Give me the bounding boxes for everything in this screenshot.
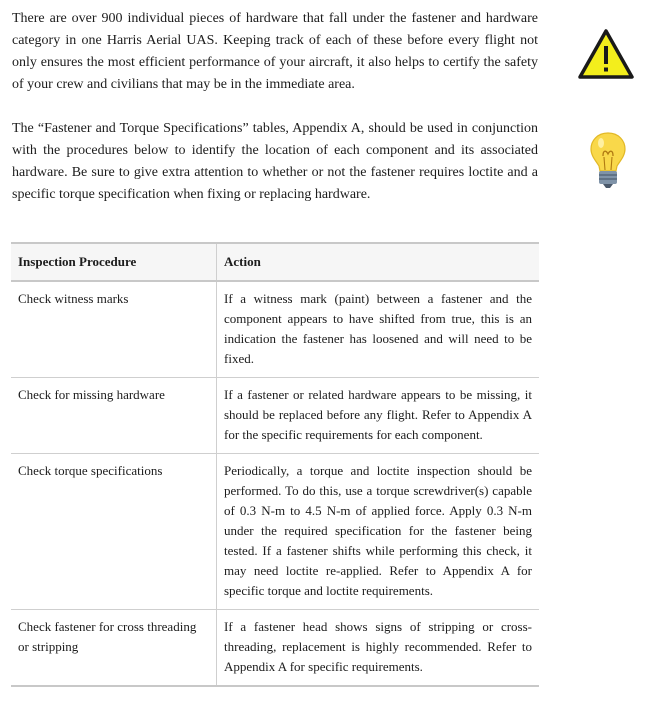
procedure-cell: Check witness marks bbox=[11, 281, 217, 378]
lightbulb-icon bbox=[588, 130, 628, 190]
inspection-table bbox=[11, 242, 539, 687]
column-header-inspection-procedure: Inspection Procedure bbox=[11, 243, 217, 281]
action-cell: If a witness mark (paint) between a fastener and the component appears to have shifted from true, this is an indication the fastener has loosened and will need to be fixed. bbox=[217, 281, 540, 378]
action-cell: Periodically, a torque and loctite inspection should be performed. To do this, use a torque screwdriver(s) capable of 0.3 N-m to 4.5 N-m of applied force. Apply 0.3 N-m under the required specification for the fastener being tested. If a fastener shifts while performing this check, it may need loctite re-applied. Refer to Appendix A for specific torque and loctite requirements. bbox=[217, 454, 540, 610]
table-row bbox=[11, 454, 539, 610]
column-header-action: Action bbox=[217, 243, 540, 281]
table-row bbox=[11, 281, 539, 378]
warning-triangle-icon bbox=[578, 29, 634, 79]
procedure-cell: Check torque specifications bbox=[11, 454, 217, 610]
intro-paragraph-appendix-reference: The “Fastener and Torque Specifications” tables, Appendix A, should be used in conjunction with the procedures below to identify the location of each component and its associated hardware. Be sure to give extra attention to whether or not the fastener requires loctite and a specific torque specification when fixing or replacing hardware. bbox=[12, 121, 538, 202]
action-cell: If a fastener or related hardware appears to be missing, it should be replaced before any flight. Refer to Appendix A for the specific requirements for each component. bbox=[217, 378, 540, 454]
table-row bbox=[11, 378, 539, 454]
procedure-cell: Check fastener for cross threading or stripping bbox=[11, 610, 217, 687]
intro-paragraph-hardware-count: There are over 900 individual pieces of hardware that fall under the fastener and hardware category in one Harris Aerial UAS. Keeping track of each of these before every flight not only ensures the most efficient performance of your aircraft, it also helps to certify the safety of your crew and civilians that may be in the immediate area. bbox=[12, 11, 538, 92]
action-cell: If a fastener head shows signs of stripping or cross-threading, replacement is highly recommended. Refer to Appendix A for specific requirements. bbox=[217, 610, 540, 687]
table-header-row bbox=[11, 243, 539, 281]
procedure-cell: Check for missing hardware bbox=[11, 378, 217, 454]
table-row bbox=[11, 610, 539, 687]
